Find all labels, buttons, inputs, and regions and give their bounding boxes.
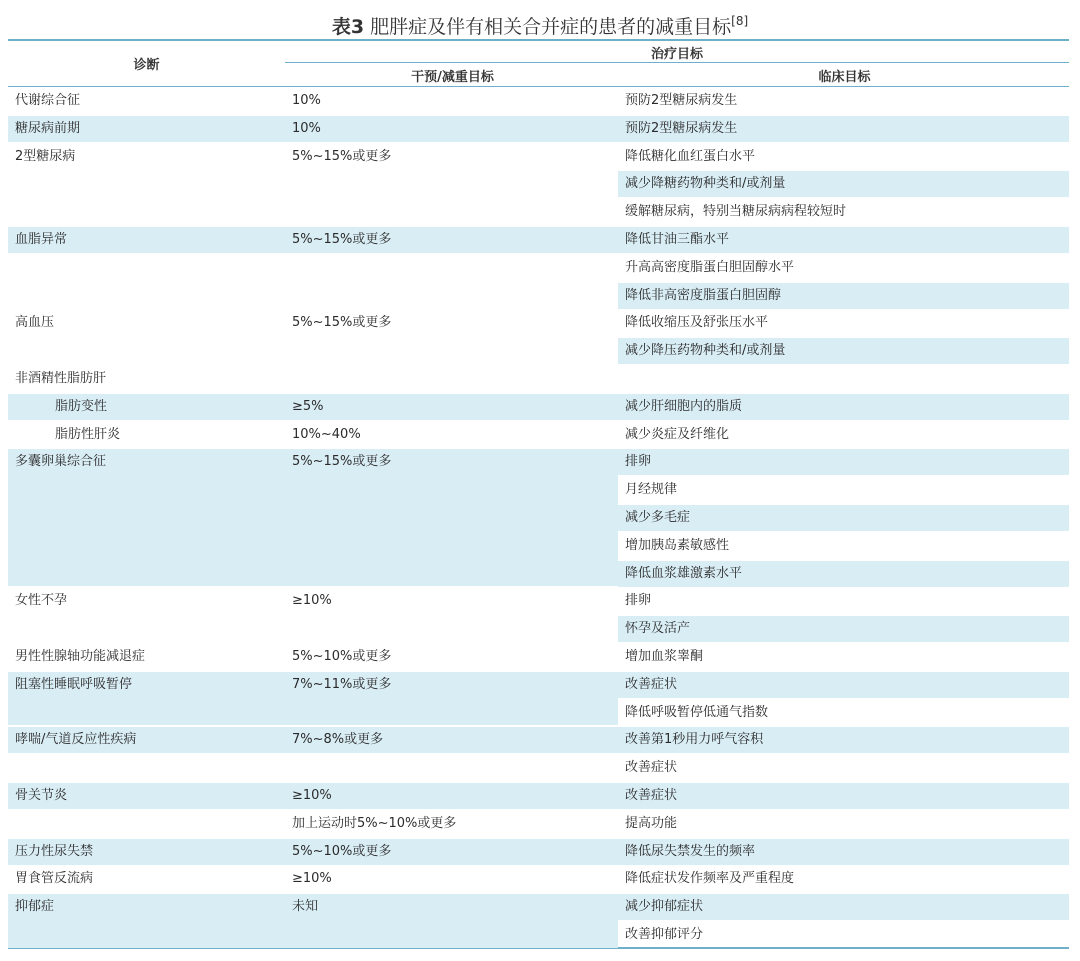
row-shading bbox=[8, 394, 1069, 420]
diagnosis-cell: 血脂异常 bbox=[15, 232, 68, 247]
target-cell: 10% bbox=[292, 93, 321, 108]
target-cell: 5%~15%或更多 bbox=[292, 232, 392, 247]
clinical-goal-cell: 降低症状发作频率及严重程度 bbox=[625, 871, 795, 887]
header-intervention: 干预/减重目标 bbox=[411, 70, 494, 85]
target-cell: 10%~40% bbox=[292, 426, 361, 442]
diagnosis-cell: 男性性腺轴功能减退症 bbox=[15, 649, 146, 664]
clinical-goal-cell: 月经规律 bbox=[625, 482, 678, 498]
diagnosis-cell: 非酒精性脂肪肝 bbox=[15, 371, 107, 386]
row-shading bbox=[8, 727, 1069, 753]
clinical-goal-cell: 减少肝细胞内的脂质 bbox=[625, 398, 743, 414]
row-shading bbox=[8, 839, 1069, 865]
target-cell: 5%~15%或更多 bbox=[292, 315, 392, 331]
diagnosis-cell: 2型糖尿病 bbox=[15, 148, 76, 164]
diagnosis-cell: 多囊卵巢综合征 bbox=[15, 454, 107, 470]
header-clinical: 临床目标 bbox=[818, 70, 871, 85]
row-shading bbox=[8, 783, 1069, 809]
target-cell: 加上运动时5%~10%或更多 bbox=[292, 815, 457, 831]
clinical-goal-cell: 改善抑郁评分 bbox=[625, 927, 704, 942]
target-cell: 5%~15%或更多 bbox=[292, 148, 392, 164]
clinical-goal-cell: 减少降压药物种类和/或剂量 bbox=[625, 343, 786, 359]
diagnosis-cell: 糖尿病前期 bbox=[15, 120, 81, 136]
table-caption: 肥胖症及伴有相关合并症的患者的减重目标 bbox=[370, 16, 732, 38]
clinical-goal-cell: 降低糖化血红蛋白水平 bbox=[625, 148, 756, 164]
target-cell: 7%~11%或更多 bbox=[292, 676, 392, 692]
target-cell: ≥10% bbox=[292, 788, 332, 803]
clinical-goal-cell: 预防2型糖尿病发生 bbox=[625, 120, 738, 136]
header-diagnosis: 诊断 bbox=[133, 58, 160, 73]
clinical-goal-cell: 升高高密度脂蛋白胆固醇水平 bbox=[625, 259, 795, 275]
diagnosis-cell: 代谢综合征 bbox=[15, 93, 81, 108]
target-cell: 7%~8%或更多 bbox=[292, 732, 384, 748]
diagnosis-cell: 脂肪性肝炎 bbox=[55, 426, 121, 442]
clinical-goal-cell: 改善症状 bbox=[625, 676, 678, 692]
target-cell: ≥10% bbox=[292, 593, 332, 609]
row-shading bbox=[8, 227, 1069, 253]
clinical-goal-cell: 缓解糖尿病，特别当糖尿病病程较短时 bbox=[625, 204, 847, 220]
table-title bbox=[0, 6, 1080, 36]
diagnosis-cell: 哮喘/气道反应性疾病 bbox=[15, 732, 137, 748]
header-bottom-rule bbox=[8, 86, 1069, 87]
clinical-goal-cell: 降低非高密度脂蛋白胆固醇 bbox=[625, 287, 782, 303]
clinical-goal-cell: 降低甘油三酯水平 bbox=[625, 232, 730, 247]
clinical-goal-cell: 怀孕及活产 bbox=[625, 621, 691, 637]
diagnosis-cell: 压力性尿失禁 bbox=[15, 843, 94, 859]
row-shading bbox=[8, 116, 1069, 142]
target-cell: ≥10% bbox=[292, 871, 332, 887]
target-cell: 5%~15%或更多 bbox=[292, 454, 392, 470]
diagnosis-cell: 骨关节炎 bbox=[15, 788, 68, 803]
diagnosis-cell: 阻塞性睡眠呼吸暂停 bbox=[15, 676, 133, 692]
clinical-goal-cell: 排卵 bbox=[625, 593, 652, 609]
clinical-goal-cell: 减少降糖药物种类和/或剂量 bbox=[625, 176, 786, 192]
target-cell: 10% bbox=[292, 120, 321, 136]
reference-marker: [8] bbox=[731, 14, 749, 28]
header-treatment-goals: 治疗目标 bbox=[650, 47, 703, 62]
diagnosis-cell: 女性不孕 bbox=[15, 593, 68, 609]
table-number: 表3 bbox=[331, 16, 365, 38]
clinical-goal-cell: 改善第1秒用力呼气容积 bbox=[625, 732, 764, 748]
clinical-goal-cell: 降低收缩压及舒张压水平 bbox=[625, 315, 769, 331]
top-rule bbox=[8, 39, 1069, 41]
clinical-goal-cell: 排卵 bbox=[625, 454, 652, 470]
target-cell: 未知 bbox=[292, 899, 319, 915]
clinical-goal-cell: 降低尿失禁发生的频率 bbox=[625, 843, 756, 859]
diagnosis-cell: 抑郁症 bbox=[15, 899, 55, 915]
target-cell: 5%~10%或更多 bbox=[292, 649, 392, 664]
clinical-goal-cell: 减少炎症及纤维化 bbox=[625, 426, 730, 442]
header-sub-rule bbox=[285, 62, 1069, 63]
clinical-goal-cell: 降低呼吸暂停低通气指数 bbox=[625, 704, 769, 720]
diagnosis-cell: 胃食管反流病 bbox=[15, 871, 94, 887]
diagnosis-cell: 高血压 bbox=[15, 315, 55, 331]
clinical-goal-cell: 增加血浆睾酮 bbox=[625, 649, 704, 664]
clinical-goal-cell: 减少多毛症 bbox=[625, 510, 691, 525]
clinical-goal-cell: 提高功能 bbox=[625, 815, 678, 831]
diagnosis-cell: 脂肪变性 bbox=[55, 398, 108, 414]
clinical-goal-cell: 减少抑郁症状 bbox=[625, 899, 704, 915]
target-cell: 5%~10%或更多 bbox=[292, 843, 392, 859]
clinical-goal-cell: 改善症状 bbox=[625, 760, 678, 776]
clinical-goal-cell: 改善症状 bbox=[625, 788, 678, 803]
target-cell: ≥5% bbox=[292, 398, 324, 414]
clinical-goal-cell: 降低血浆雄激素水平 bbox=[625, 565, 743, 581]
clinical-goal-cell: 预防2型糖尿病发生 bbox=[625, 93, 738, 108]
clinical-goal-cell: 增加胰岛素敏感性 bbox=[625, 537, 730, 553]
